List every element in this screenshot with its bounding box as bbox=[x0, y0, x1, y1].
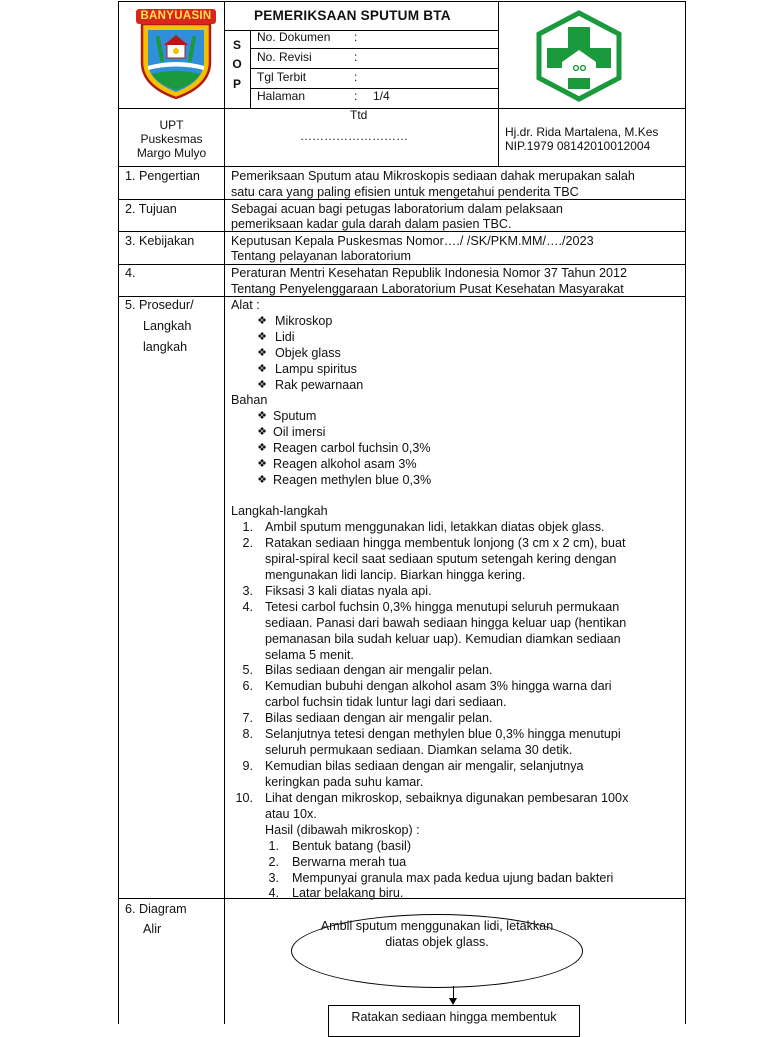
revision-label: No. Revisi bbox=[257, 50, 312, 64]
step-2-line-3: mengunakan lidi lancip. Biarkan hingga kering. bbox=[265, 568, 526, 582]
list-item: ❖ Rak pewarnaan bbox=[255, 377, 555, 393]
step-4-line-2: sediaan. Panasi dari bawah sediaan hingga keluar uap (hentikan bbox=[265, 616, 627, 630]
step-2-line-1: Ratakan sediaan hingga membentuk lonjong (3 cm x 2 cm), buat bbox=[265, 536, 626, 550]
signature-label: Ttd bbox=[350, 108, 368, 122]
step-4-line-3: pemanasan bila sudah keluar uap). Kemudian diamkan sediaan bbox=[265, 632, 621, 646]
steps-list bbox=[231, 519, 681, 899]
banyuasin-logo bbox=[136, 8, 216, 100]
step-1-line-1: Ambil sputum menggunakan lidi, letakkan diatas objek glass. bbox=[265, 520, 605, 534]
diamond-bullet-icon: ❖ bbox=[257, 410, 267, 422]
step-6-line-1: Kemudian bubuhi dengan alkohol asam 3% hingga warna dari bbox=[265, 679, 612, 693]
diamond-bullet-icon: ❖ bbox=[257, 347, 267, 359]
referensi-text-2: Tentang Penyelenggaraan Laboratorium Pusat Kesehatan Masyarakat bbox=[231, 282, 624, 296]
prosedur-label-3: langkah bbox=[143, 340, 188, 354]
doc-number-sep: : bbox=[354, 30, 358, 44]
page-sep: : bbox=[354, 89, 358, 103]
step-5-num: 5. bbox=[242, 663, 253, 677]
step-9-line-1: Kemudian bilas sediaan dengan air mengalir, selanjutnya bbox=[265, 759, 584, 773]
flow-start-line-1: Ambil sputum menggunakan lidi, letakkan bbox=[320, 919, 554, 933]
hasil-2-text: Berwarna merah tua bbox=[292, 855, 407, 869]
step-10-line-2: atau 10x. bbox=[265, 807, 317, 821]
tujuan-text-2: pemeriksaan kadar gula darah dalam pasien TBC. bbox=[231, 217, 512, 231]
org-line-2: Puskesmas bbox=[140, 132, 203, 146]
table-top-border bbox=[118, 1, 685, 2]
pengertian-text-2: satu cara yang paling efisien untuk mengetahui penderita TBC bbox=[231, 185, 579, 199]
list-item: ❖ Lampu spiritus bbox=[255, 361, 555, 377]
doc-number-label: No. Dokumen bbox=[257, 30, 331, 44]
hasil-3-text: Mempunyai granula max pada kedua ujung badan bakteri bbox=[292, 871, 614, 885]
hasil-4-num: 4. bbox=[268, 886, 279, 900]
list-item: ❖ Mikroskop bbox=[255, 313, 555, 329]
logo-banner-text: BANYUASIN bbox=[140, 10, 212, 22]
step-7-line-1: Bilas sediaan dengan air mengalir pelan. bbox=[265, 711, 493, 725]
hasil-1-num: 1. bbox=[268, 839, 279, 853]
header-bottom-border bbox=[118, 108, 685, 109]
pengertian-label: 1. Pengertian bbox=[125, 169, 200, 183]
list-item: ❖ Reagen methylen blue 0,3% bbox=[255, 472, 555, 488]
diagram-label-1: 6. Diagram bbox=[125, 902, 187, 916]
issue-date-sep: : bbox=[354, 70, 358, 84]
hasil-heading: Hasil (dibawah mikroskop) : bbox=[265, 823, 420, 837]
step-3-line-1: Fiksasi 3 kali diatas nyala api. bbox=[265, 584, 432, 598]
revision-sep: : bbox=[354, 50, 358, 64]
diamond-bullet-icon: ❖ bbox=[257, 474, 267, 486]
diamond-bullet-icon: ❖ bbox=[257, 379, 267, 391]
flow-step-text: Ratakan sediaan hingga membentuk bbox=[351, 1010, 557, 1024]
sop-letter-o: O bbox=[232, 57, 242, 71]
issue-date-label: Tgl Terbit bbox=[257, 70, 307, 84]
list-item: ❖ Reagen alkohol asam 3% bbox=[255, 456, 555, 472]
puskesmas-logo bbox=[536, 10, 622, 102]
step-8-line-1: Selanjutnya tetesi dengan methylen blue 0,3% hingga menutupi bbox=[265, 727, 621, 741]
signer-nip: NIP.1979 08142010012004 bbox=[505, 139, 651, 153]
prosedur-label-2: Langkah bbox=[143, 319, 192, 333]
step-1-num: 1. bbox=[242, 520, 253, 534]
signer-name: Hj.dr. Rida Martalena, M.Kes bbox=[505, 125, 659, 139]
puskesmas-cross-icon bbox=[536, 10, 622, 102]
tujuan-label: 2. Tujuan bbox=[125, 202, 177, 216]
step-5-line-1: Bilas sediaan dengan air mengalir pelan. bbox=[265, 663, 493, 677]
table-right-border bbox=[685, 1, 686, 1024]
diamond-bullet-icon: ❖ bbox=[257, 331, 267, 343]
list-item: ❖ Reagen carbol fuchsin 0,3% bbox=[255, 440, 555, 456]
step-8-num: 8. bbox=[242, 727, 253, 741]
step-4-line-4: selama 5 menit. bbox=[265, 648, 354, 662]
step-2-num: 2. bbox=[242, 536, 253, 550]
step-3-num: 3. bbox=[242, 584, 253, 598]
kebijakan-text-2: Tentang pelayanan laboratorium bbox=[231, 249, 411, 263]
step-4-num: 4. bbox=[242, 600, 253, 614]
referensi-text-1: Peraturan Mentri Kesehatan Republik Indonesia Nomor 37 Tahun 2012 bbox=[231, 266, 628, 280]
alat-heading: Alat : bbox=[231, 298, 260, 312]
signer-column-divider bbox=[498, 1, 499, 166]
sop-letter-p: P bbox=[232, 77, 241, 91]
signature-row-bottom-border bbox=[118, 166, 685, 167]
diamond-bullet-icon: ❖ bbox=[257, 442, 267, 454]
step-2-line-2: spiral-spiral kecil saat sediaan sputum setengah kering dengan bbox=[265, 552, 617, 566]
alat-list bbox=[255, 313, 555, 393]
step-9-num: 9. bbox=[242, 759, 253, 773]
diamond-bullet-icon: ❖ bbox=[257, 426, 267, 438]
list-item: ❖ Objek glass bbox=[255, 345, 555, 361]
page-title: PEMERIKSAAN SPUTUM BTA bbox=[254, 8, 451, 23]
list-item: ❖ Lidi bbox=[255, 329, 555, 345]
bahan-list bbox=[255, 408, 555, 488]
flow-start-line-2: diatas objek glass. bbox=[385, 935, 489, 949]
step-4-line-1: Tetesi carbol fuchsin 0,3% hingga menutupi seluruh permukaan bbox=[265, 600, 620, 614]
referensi-label: 4. bbox=[125, 266, 136, 280]
sop-column-divider bbox=[250, 30, 251, 108]
hasil-2-num: 2. bbox=[268, 855, 279, 869]
hasil-1-text: Bentuk batang (basil) bbox=[292, 839, 412, 853]
page-value: 1/4 bbox=[373, 89, 390, 103]
step-9-line-2: keringkan pada suhu kamar. bbox=[265, 775, 424, 789]
list-item: ❖ Oil imersi bbox=[255, 424, 555, 440]
sop-letter-s: S bbox=[232, 38, 241, 52]
hasil-3-num: 3. bbox=[268, 871, 279, 885]
arrow-down-icon bbox=[449, 998, 457, 1005]
kebijakan-text-1: Keputusan Kepala Puskesmas Nomor…./ /SK/PKM.MM/…./2023 bbox=[231, 234, 594, 248]
pengertian-text-1: Pemeriksaan Sputum atau Mikroskopis sediaan dahak merupakan salah bbox=[231, 169, 635, 183]
step-7-num: 7. bbox=[242, 711, 253, 725]
tujuan-text-1: Sebagai acuan bagi petugas laboratorium dalam pelaksaan bbox=[231, 202, 563, 216]
page-label: Halaman bbox=[257, 89, 306, 103]
org-line-1: UPT bbox=[159, 118, 184, 132]
step-6-num: 6. bbox=[242, 679, 253, 693]
hasil-4-text: Latar belakang biru. bbox=[292, 886, 404, 900]
langkah-heading: Langkah-langkah bbox=[231, 504, 328, 518]
diamond-bullet-icon: ❖ bbox=[257, 363, 267, 375]
step-8-line-2: seluruh permukaan sediaan. Diamkan selama 30 detik. bbox=[265, 743, 573, 757]
diamond-bullet-icon: ❖ bbox=[257, 458, 267, 470]
org-line-3: Margo Mulyo bbox=[136, 146, 207, 160]
diamond-bullet-icon: ❖ bbox=[257, 315, 267, 327]
body-label-divider bbox=[224, 166, 225, 1024]
step-6-line-2: carbol fuchsin tidak luntur lagi dari sediaan. bbox=[265, 695, 507, 709]
diagram-label-2: Alir bbox=[143, 922, 162, 936]
kebijakan-label: 3. Kebijakan bbox=[125, 234, 195, 248]
list-item: ❖ Sputum bbox=[255, 408, 555, 424]
step-10-line-1: Lihat dengan mikroskop, sebaiknya digunakan pembesaran 100x bbox=[265, 791, 629, 805]
signature-dots: ……………………… bbox=[300, 129, 408, 143]
step-10-num: 10. bbox=[235, 791, 253, 805]
logo-column-divider bbox=[224, 1, 225, 166]
prosedur-label-1: 5. Prosedur/ bbox=[125, 298, 194, 312]
bahan-heading: Bahan bbox=[231, 393, 268, 407]
